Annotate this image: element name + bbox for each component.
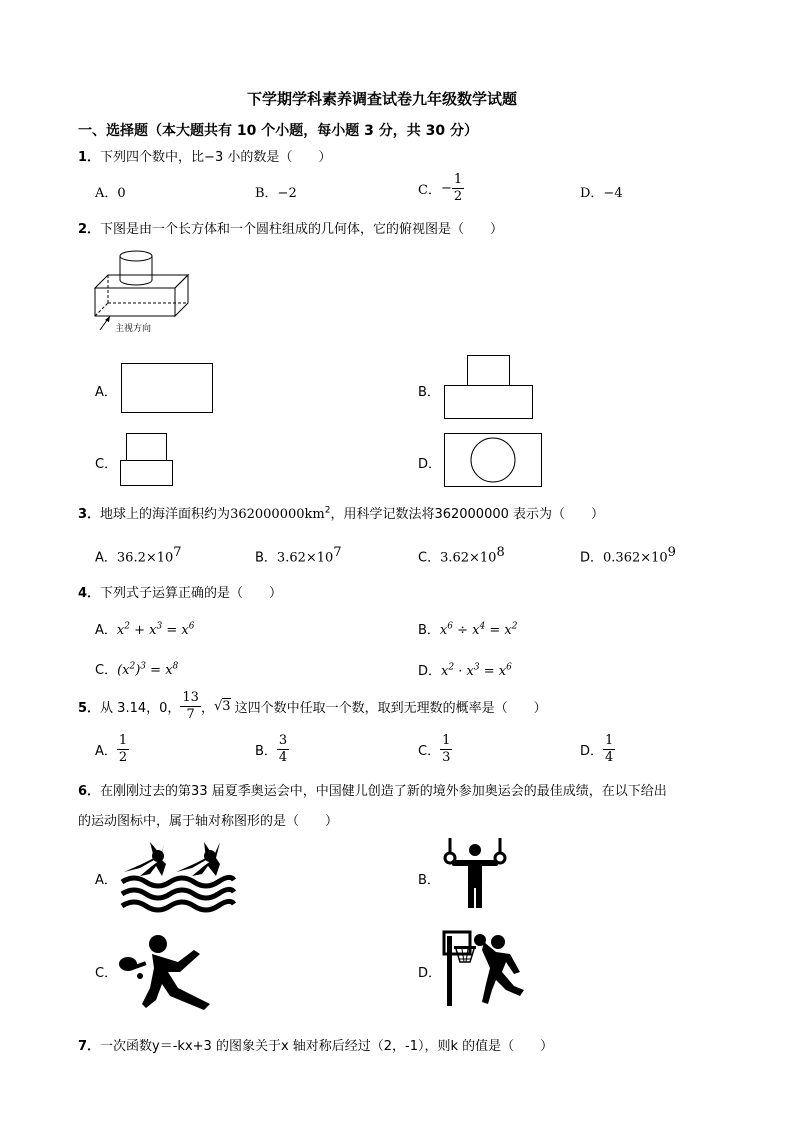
fraction — [452, 172, 464, 205]
numerator: 3 — [278, 733, 288, 748]
question-text-b: ，用科学记数法将362000000 表示为（ ） — [330, 507, 605, 522]
denominator: 4 — [278, 750, 288, 765]
fraction — [603, 733, 615, 766]
denominator: 4 — [605, 750, 614, 765]
option-base: 3.62×10 — [276, 550, 334, 566]
option-d — [580, 545, 676, 565]
option-label: C． — [418, 550, 441, 566]
question-number: 5． — [78, 701, 101, 716]
question-text: 一次函数y＝-kx+3 的图象关于x 轴对称后经过（2，-1），则k 的值是（ ） — [100, 1039, 554, 1054]
denominator: 2 — [118, 750, 128, 765]
question-1 — [78, 146, 331, 165]
option-c — [418, 733, 452, 766]
option-d-figure — [444, 433, 544, 488]
option-a — [95, 545, 182, 565]
option-b: B． — [418, 385, 440, 400]
option-label: C． — [418, 744, 441, 759]
option-c — [418, 172, 464, 205]
page-title: 下学期学科素养调查试卷九年级数学试题 — [247, 90, 518, 108]
denominator: 3 — [442, 750, 451, 765]
fraction-13-7 — [180, 690, 201, 723]
synchronized-swimming-icon — [120, 838, 235, 910]
numerator: 1 — [453, 172, 463, 187]
numerator: 13 — [182, 690, 199, 705]
option-a: A． — [95, 873, 117, 888]
comma: ， — [200, 701, 214, 716]
option-c-figure — [120, 433, 175, 488]
question-6 — [78, 780, 667, 799]
question-text-line1: 在刚刚过去的第33 届夏季奥运会中，中国健儿创造了新的境外参加奥运会的最佳成绩，在以下给出 — [100, 784, 667, 799]
question-number: 2． — [78, 222, 101, 237]
option-exponent: 8 — [496, 545, 505, 560]
option-label: B． — [255, 744, 277, 759]
basketball-icon — [440, 928, 535, 1008]
question-number: 6． — [78, 784, 101, 799]
question-text: 下列式子运算正确的是（ ） — [100, 586, 283, 601]
sqrt-symbol: √ — [213, 699, 223, 714]
question-5 — [78, 690, 547, 723]
option-d: D． — [418, 457, 442, 472]
numerator: 1 — [118, 733, 128, 748]
area-exponent: 2 — [324, 505, 331, 516]
question-number: 1． — [78, 150, 101, 165]
option-label: D． — [580, 550, 604, 566]
question-7 — [78, 1035, 553, 1054]
sqrt-value: 3 — [222, 699, 231, 714]
numerator: 1 — [442, 733, 451, 748]
question-text-a: 地球上的海洋面积约为 — [100, 507, 231, 522]
question-2 — [78, 218, 503, 237]
question-text: 下列四个数中，比−3 小的数是（ ） — [100, 150, 332, 165]
option-exponent: 9 — [667, 545, 676, 560]
question-text-a: 从 3.14，0， — [100, 701, 181, 716]
option-label: C． — [95, 663, 118, 678]
option-base: 36.2×10 — [116, 550, 174, 566]
option-label: A． — [95, 744, 117, 759]
option-label: B． — [255, 550, 277, 566]
option-label: D． — [580, 744, 604, 759]
option-b — [255, 545, 342, 565]
option-d: D．−4 — [580, 186, 623, 201]
question-number: 3． — [78, 507, 101, 522]
gymnastics-rings-icon — [440, 836, 510, 911]
option-label: B． — [418, 623, 440, 638]
option-a: A．$x^2 + x^3 = x^6$ — [95, 621, 195, 638]
option-a: A．0 — [95, 186, 126, 201]
question-number: 7． — [78, 1039, 101, 1054]
fraction — [440, 733, 452, 766]
option-a-figure — [121, 363, 213, 413]
option-d — [580, 733, 615, 766]
option-c: C． — [95, 966, 118, 981]
denominator: 7 — [186, 707, 195, 722]
option-c — [418, 545, 505, 565]
option-exponent: 7 — [333, 545, 342, 560]
option-base: 3.62×10 — [440, 550, 497, 566]
area-value: 362000000km — [230, 507, 325, 522]
section-heading: 一、选择题（本大题共有 10 个小题，每小题 3 分，共 30 分） — [78, 123, 478, 139]
option-label: C． — [418, 183, 441, 198]
option-base: 0.362×10 — [603, 550, 668, 566]
question-number: 4． — [78, 586, 101, 601]
option-b: B．$x^6 \div x^4 = x^2$ — [418, 621, 518, 638]
question-text-c: 这四个数中任取一个数，取到无理数的概率是（ ） — [230, 701, 547, 716]
option-b: B． — [418, 873, 440, 888]
option-exponent: 7 — [173, 545, 182, 560]
option-b — [255, 733, 289, 766]
option-label: A． — [95, 623, 117, 638]
question-4 — [78, 582, 282, 601]
option-d: D．$x^2 \cdot x^3 = x^6$ — [418, 662, 512, 679]
table-tennis-icon — [118, 932, 228, 1010]
option-label: D． — [418, 664, 442, 679]
question-6-line2: 的运动图标中，属于轴对称图形的是（ ） — [78, 814, 339, 829]
denominator: 2 — [453, 189, 463, 204]
option-b: B．−2 — [255, 186, 297, 201]
option-c: C．$(x^2)^3 = x^8$ — [95, 661, 179, 678]
option-b-figure — [444, 355, 534, 420]
option-a — [95, 733, 129, 766]
question-text: 下图是由一个长方体和一个圆柱组成的几何体，它的俯视图是（ ） — [100, 222, 504, 237]
fraction — [117, 733, 129, 766]
fraction — [277, 733, 289, 766]
numerator: 1 — [605, 733, 614, 748]
view-direction-label: 主视方向 — [115, 324, 152, 334]
option-a: A． — [95, 385, 117, 400]
minus-sign: − — [440, 181, 452, 196]
option-c: C． — [95, 457, 118, 472]
question-3 — [78, 503, 604, 522]
option-label: A． — [95, 550, 117, 566]
option-d: D． — [418, 966, 442, 981]
